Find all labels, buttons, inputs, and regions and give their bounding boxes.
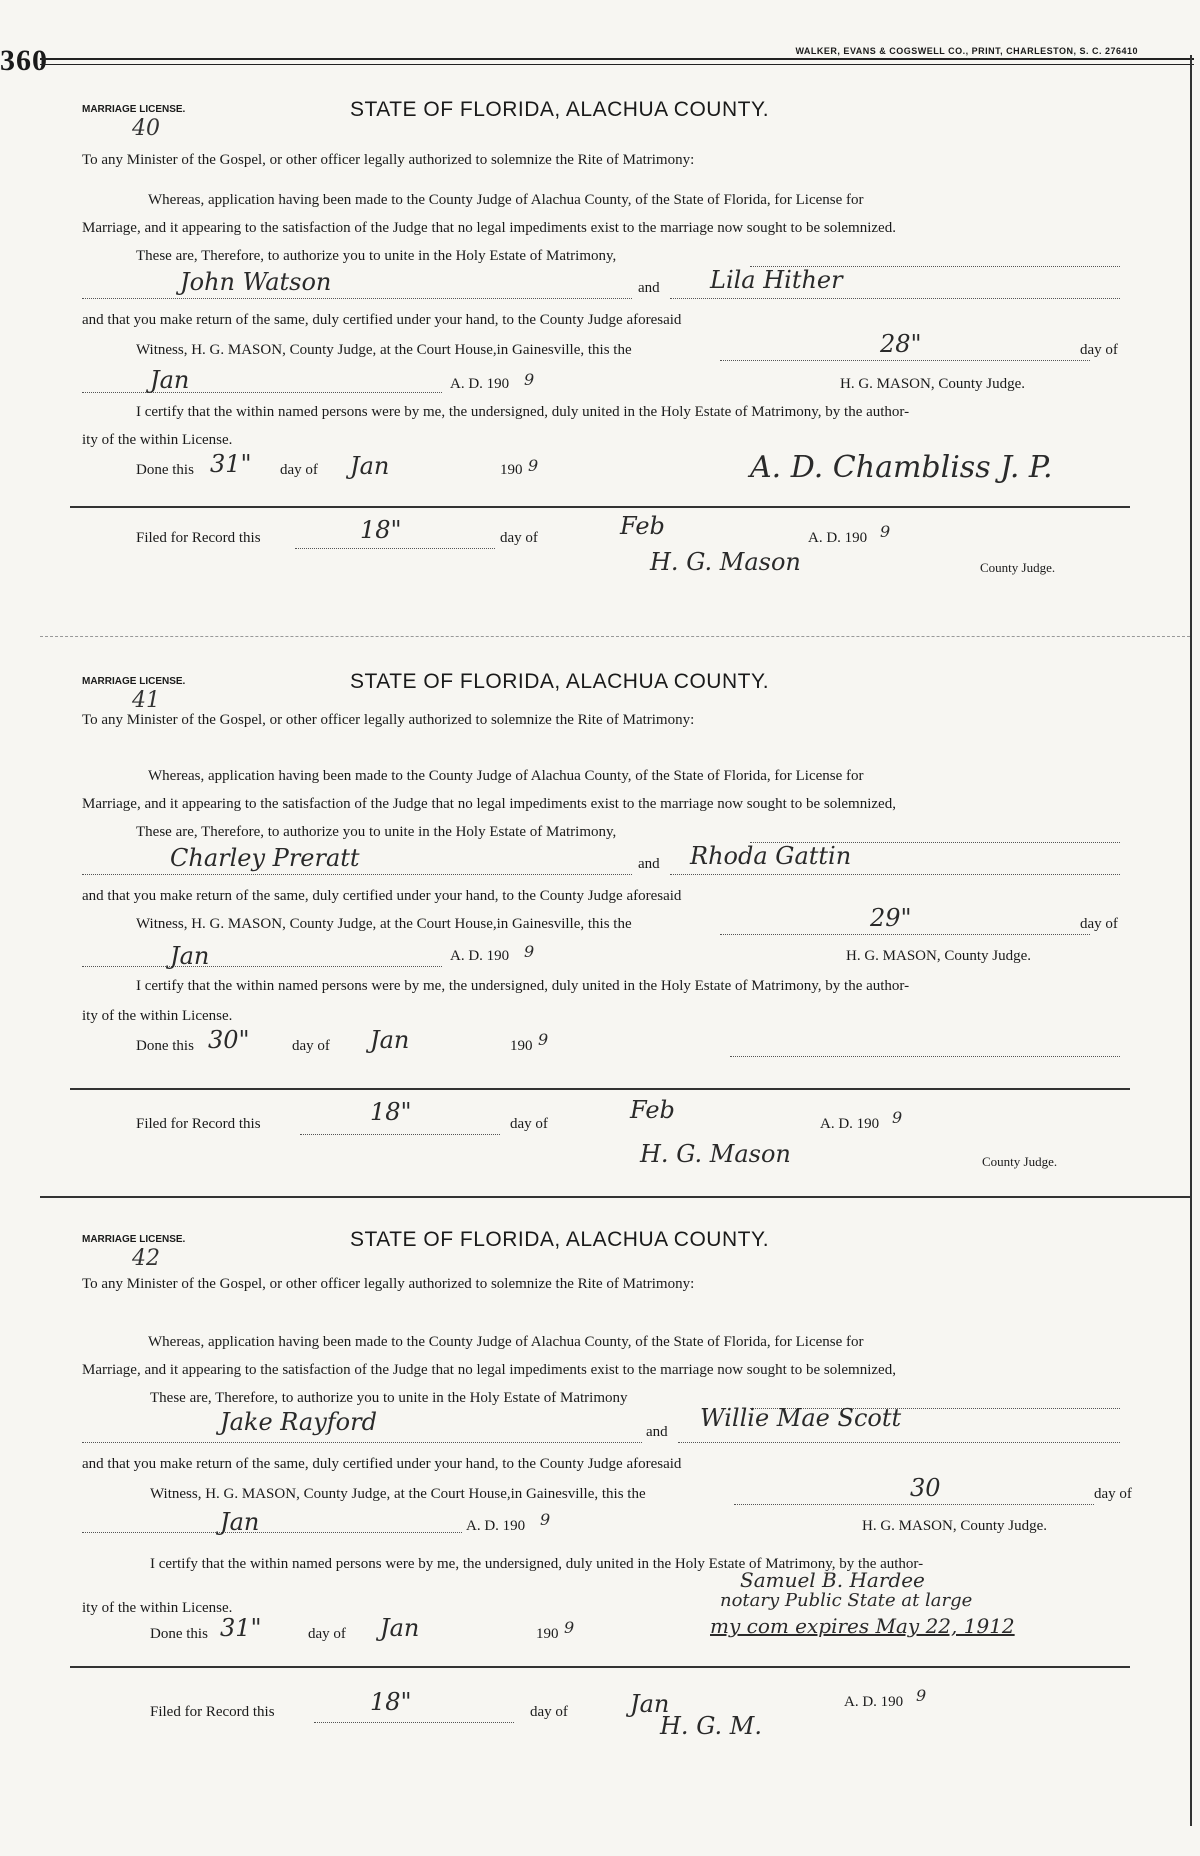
and-text: and [638,856,660,872]
day-of-text: day of [1080,916,1118,932]
county-judge-text: County Judge. [980,560,1056,575]
filed-label: Filed for Record this [136,1116,261,1132]
witness-month: Jan [170,942,210,970]
section-rule [70,506,1130,508]
dotted-line [295,548,495,549]
ad-year: 9 [524,942,535,961]
bride-name: Rhoda Gattin [690,842,852,870]
license-header: STATE OF FLORIDA, ALACHUA COUNTY. [350,1228,770,1251]
license-header: STATE OF FLORIDA, ALACHUA COUNTY. [350,670,770,693]
done-this-text: Done this [150,1626,208,1642]
license-number: 41 [132,688,160,713]
to-minister-text: To any Minister of the Gospel, or other officer legally authorized to solemnize the Rite of Matrimony: [82,152,695,168]
dotted-line [670,298,1120,299]
filed-year: 9 [892,1108,903,1127]
certify-line-2: ity of the within License. [82,1600,233,1616]
license-label: MARRIAGE LICENSE. [82,1234,186,1245]
license-label: MARRIAGE LICENSE. [82,676,186,687]
filed-month: Jan [630,1690,670,1718]
done-year: 9 [538,1030,549,1049]
whereas-line-1: Whereas, application having been made to the County Judge of Alachua County, of the State of Florida, for License for [148,1334,864,1350]
dotted-line [720,360,1090,361]
certify-line-1: I certify that the within named persons were by me, the undersigned, duly united in the Holy Estate of Matrimony, by the author- [136,978,910,994]
marriage-license-42 [70,1190,1130,1830]
judge-print: H. G. MASON, County Judge. [862,1518,1048,1534]
and-text: and [638,280,660,296]
witness-text: Witness, H. G. MASON, County Judge, at the Court House,in Gainesville, this the [136,916,632,932]
done-day-of-text: day of [280,462,318,478]
filed-ad-text: A. D. 190 [820,1116,880,1132]
dotted-line [678,1442,1120,1443]
done-year-prefix: 190 [510,1038,533,1054]
done-year: 9 [528,456,539,475]
whereas-line-1: Whereas, application having been made to the County Judge of Alachua County, of the State of Florida, for License for [148,768,864,784]
dotted-line [82,966,442,967]
done-day-of-text: day of [308,1626,346,1642]
witness-month: Jan [150,366,190,394]
filed-label: Filed for Record this [136,530,261,546]
officiant-signature: A. D. Chambliss J. P. [750,450,1053,485]
done-month: Jan [370,1026,410,1054]
dotted-line [720,934,1090,935]
done-month: Jan [350,452,390,480]
right-margin-rule [1190,55,1192,1826]
filed-month: Feb [630,1096,675,1124]
day-of-text: day of [1094,1486,1132,1502]
witness-day: 28" [880,330,922,358]
to-minister-text: To any Minister of the Gospel, or other officer legally authorized to solemnize the Rite of Matrimony: [82,1276,695,1292]
filed-day-of-text: day of [530,1704,568,1720]
printer-imprint: WALKER, EVANS & COGSWELL CO., PRINT, CHARLESTON, S. C. 276410 [795,46,1138,56]
marriage-license-41 [70,632,1130,1192]
done-year-prefix: 190 [500,462,523,478]
done-day-of-text: day of [292,1038,330,1054]
officiant-commission-line: my com expires May 22, 1912 [710,1614,1015,1638]
return-text: and that you make return of the same, duly certified under your hand, to the County Judge aforesaid [82,1456,682,1472]
license-number: 40 [132,116,160,141]
dotted-line [82,298,632,299]
judge-print: H. G. MASON, County Judge. [846,948,1032,964]
witness-day: 29" [870,904,912,932]
whereas-line-2: Marriage, and it appearing to the satisfaction of the Judge that no legal impediments exist to the marriage now sought to be solemnized, [82,796,896,812]
license-number: 42 [132,1246,160,1271]
filed-judge-signature: H. G. M. [660,1712,762,1740]
filed-month: Feb [620,512,665,540]
ad-text: A. D. 190 [450,376,510,392]
filed-year: 9 [880,522,891,541]
dotted-line [82,392,442,393]
dotted-line [670,874,1120,875]
certify-line-2: ity of the within License. [82,432,233,448]
filed-label: Filed for Record this [150,1704,275,1720]
ad-year: 9 [540,1510,551,1529]
filed-ad-text: A. D. 190 [844,1694,904,1710]
county-judge-text: County Judge. [982,1154,1058,1169]
section-rule [70,1088,1130,1090]
done-month: Jan [380,1614,420,1642]
return-text: and that you make return of the same, duly certified under your hand, to the County Judge aforesaid [82,888,682,904]
section-rule [70,1666,1130,1668]
witness-text: Witness, H. G. MASON, County Judge, at the Court House,in Gainesville, this the [136,342,632,358]
done-year-prefix: 190 [536,1626,559,1642]
filed-day-of-text: day of [500,530,538,546]
officiant-notary-line: notary Public State at large [720,1590,973,1611]
done-this-text: Done this [136,462,194,478]
ad-text: A. D. 190 [450,948,510,964]
groom-name: Charley Preratt [170,844,360,872]
bride-name: Lila Hither [710,266,843,294]
filed-day: 18" [360,516,402,544]
filed-day-of-text: day of [510,1116,548,1132]
filed-day: 18" [370,1688,412,1716]
dotted-line [82,1442,642,1443]
filed-judge-signature: H. G. Mason [650,548,801,576]
these-are-text: These are, Therefore, to authorize you to unite in the Holy Estate of Matrimony, [136,824,617,840]
ad-text: A. D. 190 [466,1518,526,1534]
dotted-line [82,1532,462,1533]
certify-line-1: I certify that the within named persons were by me, the undersigned, duly united in the Holy Estate of Matrimony, by the author- [150,1556,924,1572]
witness-day: 30 [910,1474,941,1502]
dotted-line [300,1134,500,1135]
witness-text: Witness, H. G. MASON, County Judge, at the Court House,in Gainesville, this the [150,1486,646,1502]
whereas-line-2: Marriage, and it appearing to the satisfaction of the Judge that no legal impediments exist to the marriage now sought to be solemnized. [82,220,896,236]
done-this-text: Done this [136,1038,194,1054]
done-day: 31" [210,450,252,478]
and-text: and [646,1424,668,1440]
groom-name: Jake Rayford [220,1408,377,1436]
license-header: STATE OF FLORIDA, ALACHUA COUNTY. [350,98,770,121]
witness-month: Jan [220,1508,260,1536]
day-of-text: day of [1080,342,1118,358]
whereas-line-2: Marriage, and it appearing to the satisfaction of the Judge that no legal impediments exist to the marriage now sought to be solemnized, [82,1362,896,1378]
to-minister-text: To any Minister of the Gospel, or other officer legally authorized to solemnize the Rite of Matrimony: [82,712,695,728]
dotted-line [734,1504,1094,1505]
filed-judge-signature: H. G. Mason [640,1140,791,1168]
filed-day: 18" [370,1098,412,1126]
groom-name: John Watson [180,268,332,296]
bride-name: Willie Mae Scott [700,1404,902,1432]
certify-line-1: I certify that the within named persons were by me, the undersigned, duly united in the Holy Estate of Matrimony, by the author- [136,404,910,420]
officiant-signature: Samuel B. Hardee [740,1568,925,1592]
whereas-line-1: Whereas, application having been made to the County Judge of Alachua County, of the State of Florida, for License for [148,192,864,208]
filed-year: 9 [916,1686,927,1705]
dotted-line [730,1056,1120,1057]
judge-print: H. G. MASON, County Judge. [840,376,1026,392]
done-year: 9 [564,1618,575,1637]
page-number: 360 [0,44,48,77]
done-day: 31" [220,1614,262,1642]
dotted-line [82,874,632,875]
return-text: and that you make return of the same, duly certified under your hand, to the County Judge aforesaid [82,312,682,328]
done-day: 30" [208,1026,250,1054]
ad-year: 9 [524,370,535,389]
these-are-text: These are, Therefore, to authorize you to unite in the Holy Estate of Matrimony, [136,248,617,264]
filed-ad-text: A. D. 190 [808,530,868,546]
dotted-line [314,1722,514,1723]
these-are-text: These are, Therefore, to authorize you to unite in the Holy Estate of Matrimony [150,1390,628,1406]
marriage-license-40 [70,60,1130,620]
certify-line-2: ity of the within License. [82,1008,233,1024]
license-label: MARRIAGE LICENSE. [82,104,186,115]
